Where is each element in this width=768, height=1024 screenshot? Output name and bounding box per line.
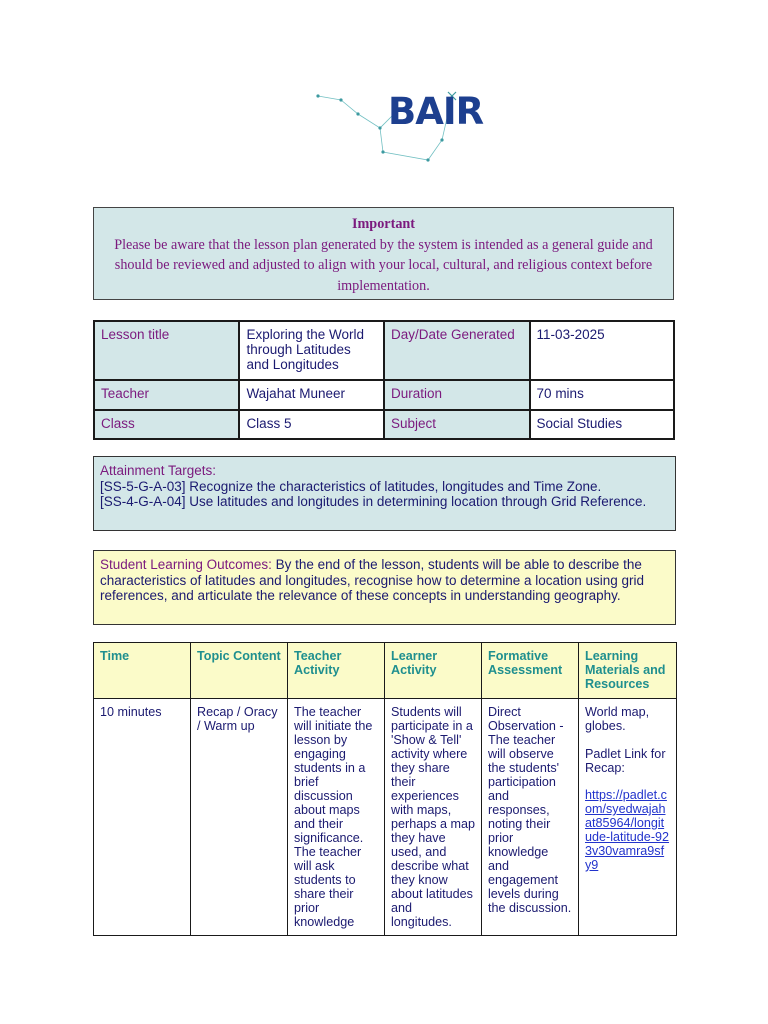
outcomes-heading: Student Learning Outcomes:	[100, 557, 272, 572]
cell-assessment: Direct Observation - The teacher will observe the students' participation and responses, noting their prior knowledge and engagement levels during the discussion.	[482, 699, 579, 936]
class-label: Class	[94, 410, 239, 439]
padlet-link[interactable]: https://padlet.com/syedwajahat85964/longitude-latitude-923v30vamra9sfy9	[585, 788, 670, 872]
attainment-targets	[93, 456, 676, 531]
teacher-label: Teacher	[94, 380, 239, 410]
materials-text: World map, globes.	[585, 705, 650, 733]
subject-value: Social Studies	[530, 410, 674, 439]
important-notice	[93, 207, 674, 300]
date-label: Day/Date Generated	[384, 321, 530, 380]
notice-title: Important	[351, 216, 416, 232]
header-materials: Learning Materials and Resources	[579, 643, 677, 699]
lesson-plan-table	[93, 642, 677, 936]
header-teacher-activity: Teacher Activity	[288, 643, 385, 699]
learning-outcomes	[93, 550, 676, 625]
cell-topic: Recap / Oracy / Warm up	[191, 699, 288, 936]
logo-text: BAIR	[388, 90, 484, 133]
date-value: 11-03-2025	[530, 321, 674, 380]
bair-logo	[300, 84, 500, 168]
cell-time: 10 minutes	[94, 699, 191, 936]
header-time: Time	[94, 643, 191, 699]
duration-label: Duration	[384, 380, 530, 410]
header-assessment: Formative Assessment	[482, 643, 579, 699]
teacher-value: Wajahat Muneer	[239, 380, 384, 410]
lesson-info-table	[93, 320, 675, 440]
cell-teacher-activity: The teacher will initiate the lesson by engaging students in a brief discussion about maps and their significance. The teacher will ask students to share their prior knowledge	[288, 699, 385, 936]
outcomes-body: By the end of the lesson, students will be able to describe the characteristics of latitudes and longitudes, recognise how to determine a location using grid references, and articulate the relevance of these concepts in understanding geography.	[100, 557, 645, 603]
duration-value: 70 mins	[530, 380, 674, 410]
table-row	[94, 699, 677, 936]
header-topic: Topic Content	[191, 643, 288, 699]
class-value: Class 5	[239, 410, 384, 439]
lesson-title-value: Exploring the World through Latitudes and Longitudes	[239, 321, 384, 380]
notice-body: Please be aware that the lesson plan generated by the system is intended as a general guide and should be reviewed and adjusted to align with your local, cultural, and religious context before implementation.	[114, 236, 653, 294]
target-item: [SS-5-G-A-03] Recognize the characteristics of latitudes, longitudes and Time Zone.	[100, 478, 602, 494]
subject-label: Subject	[384, 410, 530, 439]
padlet-label: Padlet Link for Recap:	[585, 746, 666, 775]
header-learner-activity: Learner Activity	[385, 643, 482, 699]
cell-materials	[579, 699, 677, 936]
lesson-title-label: Lesson title	[94, 321, 239, 380]
target-item: [SS-4-G-A-04] Use latitudes and longitudes in determining location through Grid Reference.	[100, 494, 647, 509]
targets-heading: Attainment Targets:	[100, 463, 217, 478]
cell-learner-activity: Students will participate in a 'Show & Tell' activity where they share their experiences with maps, perhaps a map they have used, and describe what they know about latitudes and longitudes.	[385, 699, 482, 936]
